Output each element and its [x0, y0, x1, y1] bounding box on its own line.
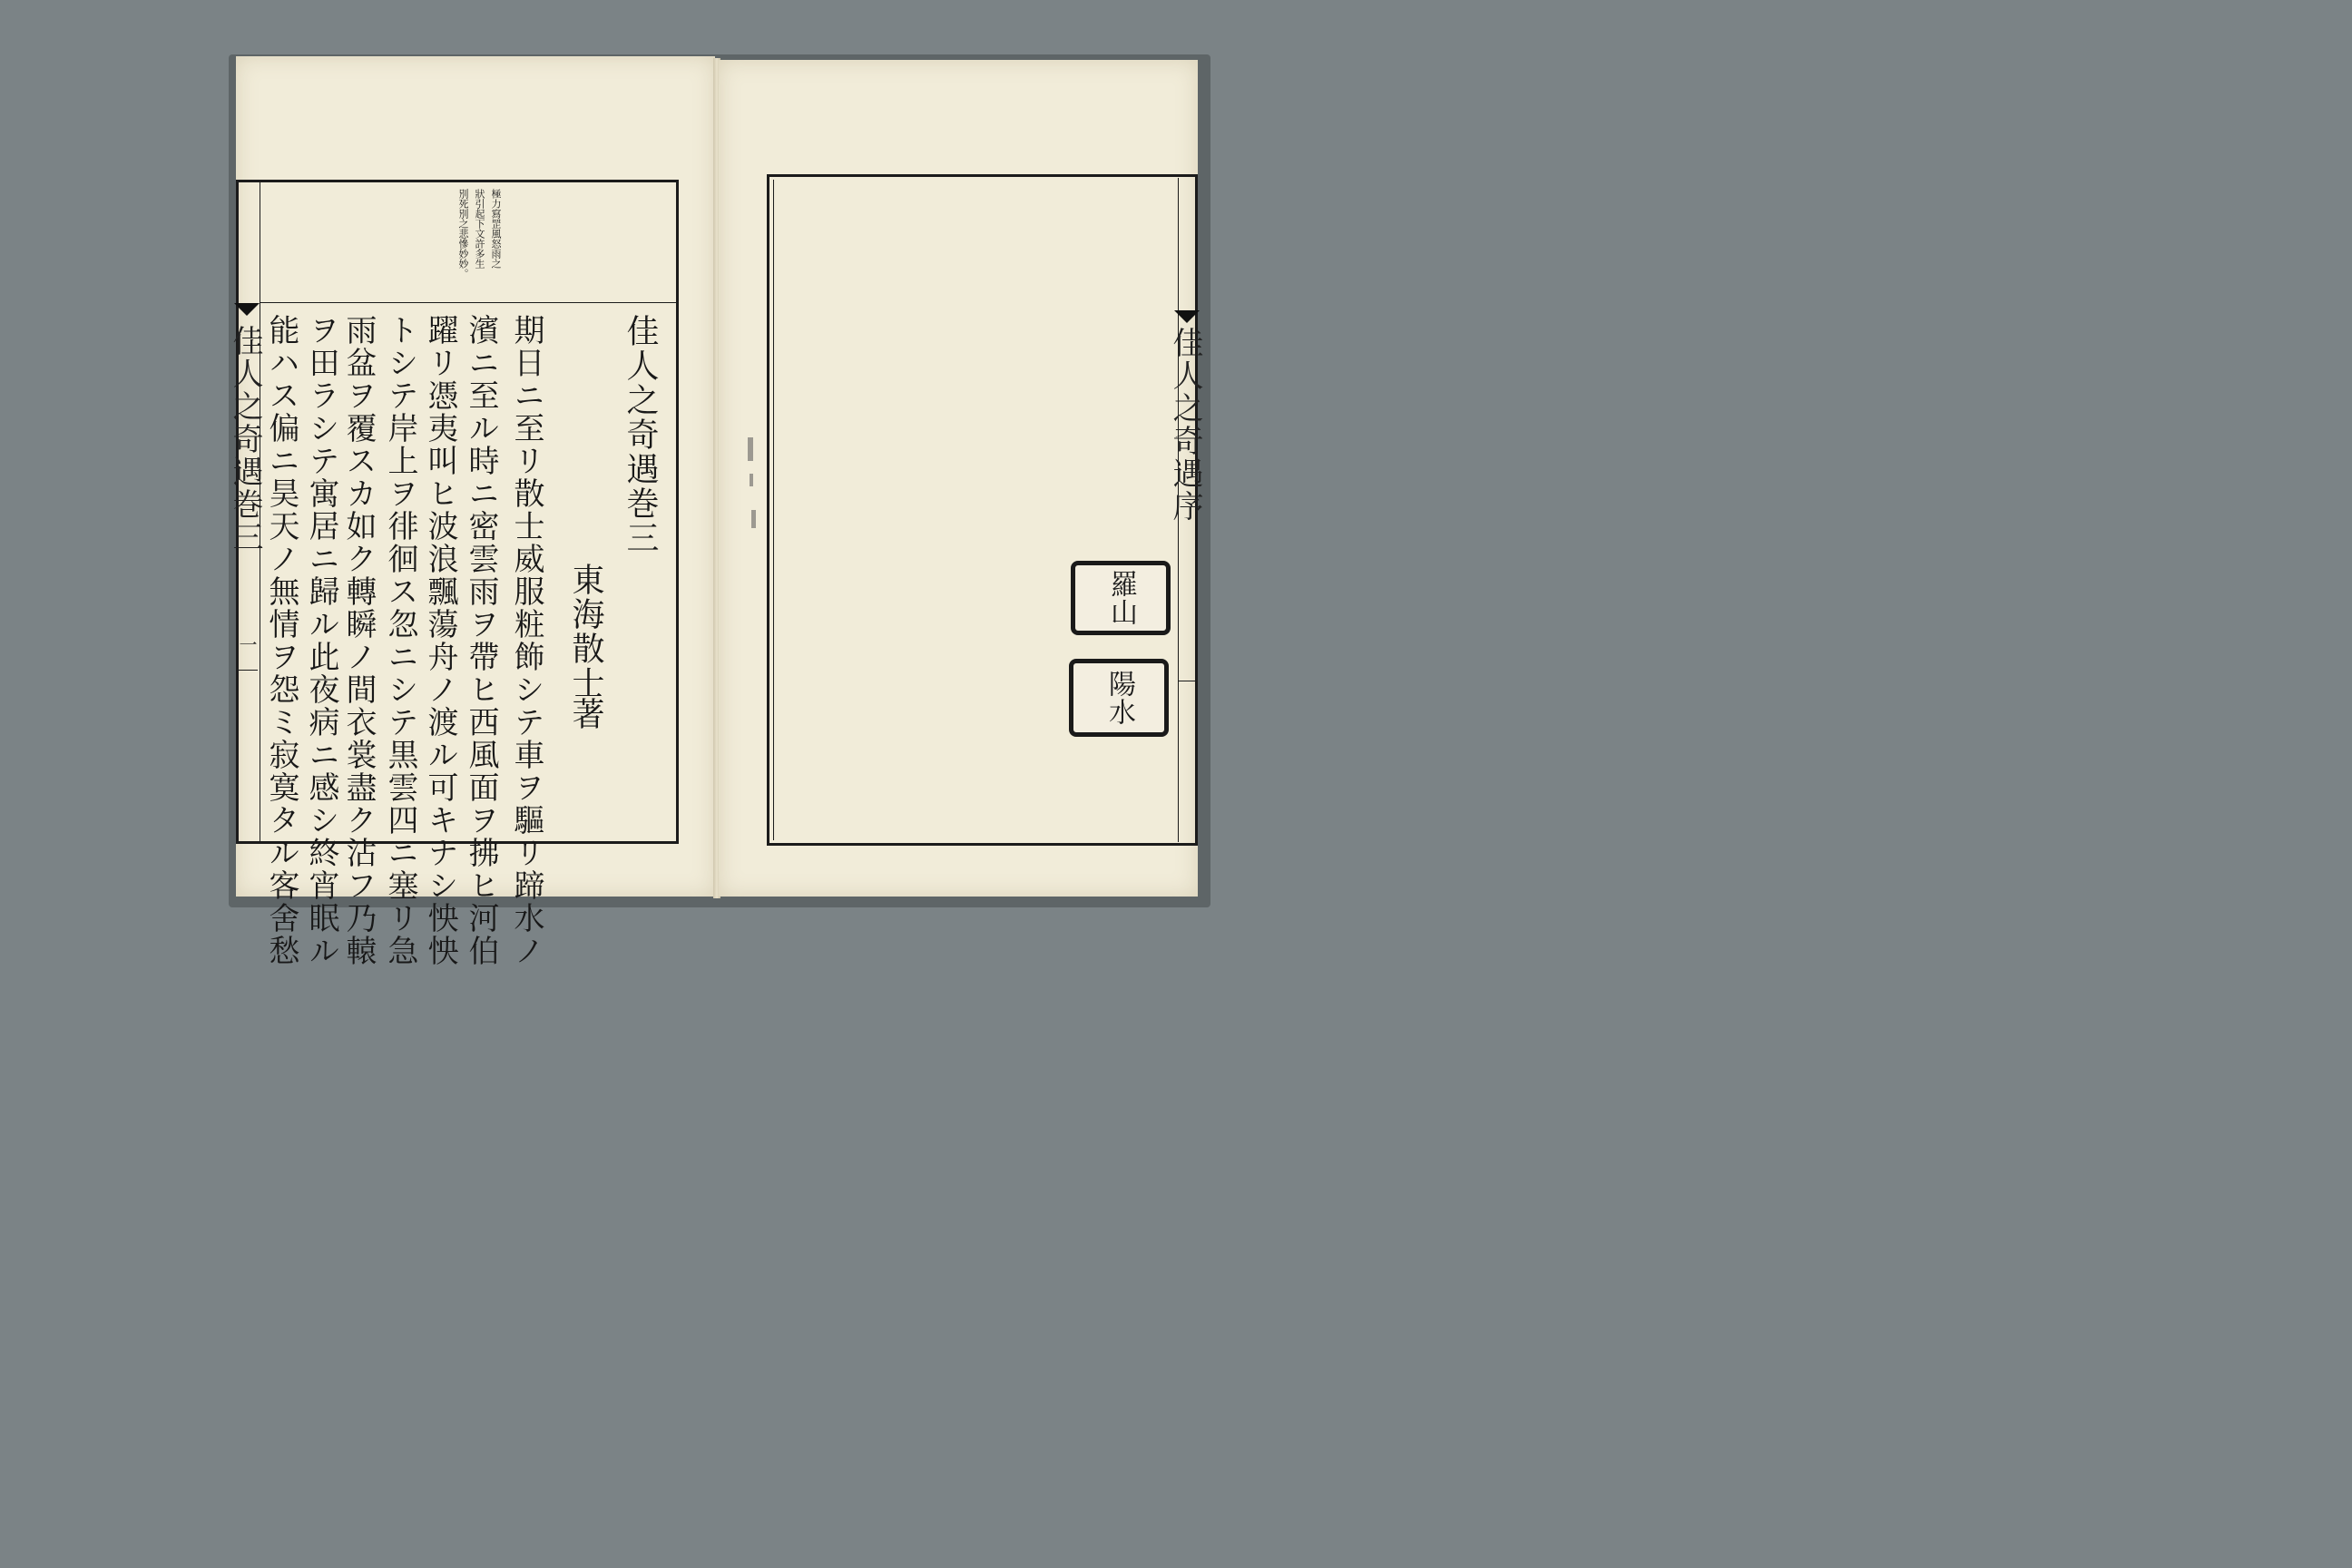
fishtail-mark-left: [234, 303, 260, 316]
seal-text: 陽水: [1103, 670, 1135, 726]
seal-stamp-top: [1071, 561, 1171, 635]
left-margin-title: 佳人之奇遇巻三: [227, 325, 263, 554]
headnote-line: 別死別之悲慘妙妙。: [457, 189, 469, 279]
headnote-divider: [260, 302, 677, 303]
right-inner-rule: [773, 180, 774, 840]
paper-stain: [750, 474, 753, 486]
right-page-frame: [767, 174, 1198, 846]
right-margin-title: 佳人之奇遇序: [1167, 327, 1203, 523]
folio-number: 一: [236, 635, 258, 655]
seal-stamp-bottom: [1069, 659, 1169, 737]
body-column: 躍リ憑夷叫ヒ波浪飄蕩舟ノ渡ル可キナシ怏怏: [422, 314, 458, 967]
body-column: 濱ニ至ル時ニ密雲雨ヲ帶ヒ西風面ヲ拂ヒ河伯: [463, 314, 499, 967]
body-column: 期日ニ至リ散士威服粧飾シテ車ヲ驅リ蹄水ノ: [508, 314, 544, 967]
paper-stain: [751, 510, 756, 528]
author-suffix: 著: [567, 697, 604, 731]
author-name: 東海散士: [567, 563, 604, 701]
fishtail-mark-right: [1174, 310, 1200, 323]
margin-rule: [238, 670, 258, 671]
seal-text: 羅山: [1105, 570, 1137, 626]
body-column: トシテ岸上ヲ徘徊ス忽ニシテ黒雲四ニ塞リ急: [382, 314, 418, 967]
headnote-line: 狀引起下文許多生: [474, 189, 485, 269]
body-column: 雨盆ヲ覆スカ如ク轉瞬ノ間衣裳盡ク沾フ乃轅: [340, 314, 377, 967]
body-column: 能ハス偏ニ昊天ノ無情ヲ怨ミ寂寞タル客舍愁: [263, 314, 299, 967]
paper-stain: [748, 437, 753, 461]
body-column: ヲ田ラシテ寓居ニ歸ル此夜病ニ感シ終宵眠ル: [303, 314, 339, 967]
book-title: 佳人之奇遇巻三: [622, 314, 659, 555]
headnote-line: 極力寫罡風怒雨之: [490, 189, 502, 269]
